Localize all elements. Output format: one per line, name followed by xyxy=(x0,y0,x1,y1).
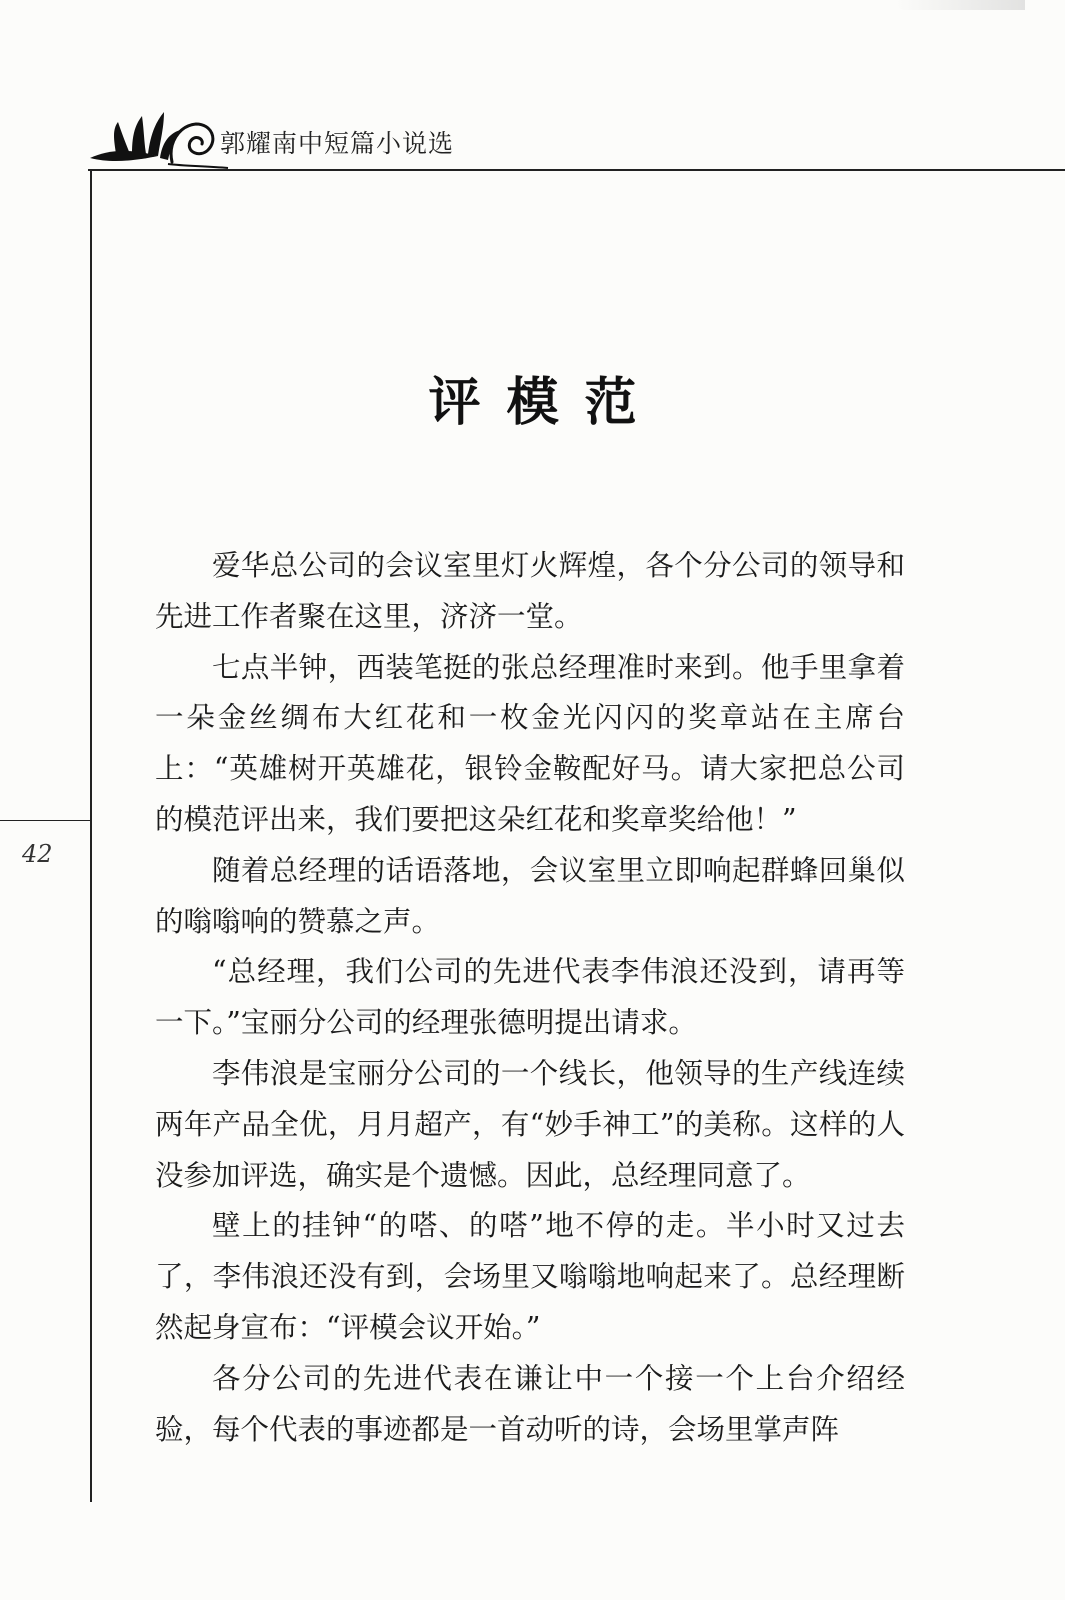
scroll-ornament-icon xyxy=(88,100,238,170)
scan-corner-mark xyxy=(895,0,1025,10)
page-number: 42 xyxy=(22,840,53,868)
paragraph: 随着总经理的话语落地，会议室里立即响起群蜂回巢似的嗡嗡响的赞慕之声。 xyxy=(155,853,905,938)
paragraph: 七点半钟，西装笔挺的张总经理准时来到。他手里拿着一朵金丝绸布大红花和一枚金光闪闪的奖章站在主席台上：“英雄树开英雄花，银铃金鞍配好马。请大家把总公司的模范评出来，我们要把这朵红花和奖章奖给他！” xyxy=(155,650,905,836)
chapter-title: 评模范 xyxy=(428,373,663,433)
story-body xyxy=(155,541,905,1455)
paragraph: 壁上的挂钟“的嗒、的嗒”地不停的走。半小时又过去了，李伟浪还没有到，会场里又嗡嗡地响起来了。总经理断然起身宣布：“评模会议开始。” xyxy=(155,1209,905,1344)
page-number-rule xyxy=(0,820,92,821)
header-rule xyxy=(88,169,1065,171)
paragraph: 李伟浪是宝丽分公司的一个线长，他领导的生产线连续两年产品全优，月月超产，有“妙手神工”的美称。这样的人没参加评选，确实是个遗憾。因此，总经理同意了。 xyxy=(155,1056,905,1192)
paragraph: “总经理，我们公司的先进代表李伟浪还没到，请再等一下。”宝丽分公司的经理张德明提出请求。 xyxy=(155,955,905,1040)
running-header-title: 郭耀南中短篇小说选 xyxy=(220,129,455,158)
paragraph: 爱华总公司的会议室里灯火辉煌，各个分公司的领导和先进工作者聚在这里，济济一堂。 xyxy=(155,549,905,633)
paragraph: 各分公司的先进代表在谦让中一个接一个上台介绍经验，每个代表的事迹都是一首动听的诗，会场里掌声阵 xyxy=(155,1361,905,1446)
